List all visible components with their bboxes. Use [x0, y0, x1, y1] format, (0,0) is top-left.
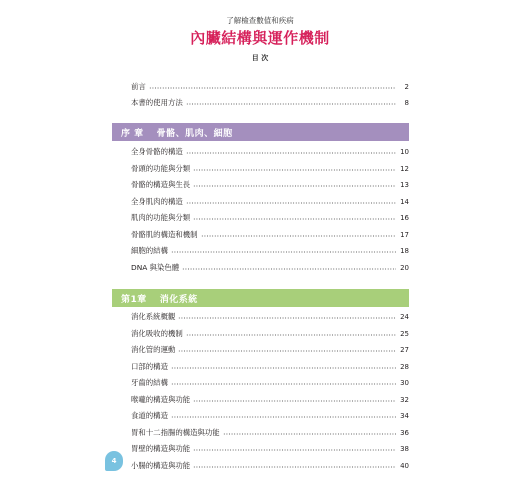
- dot-leader: [171, 415, 396, 419]
- toc-entry[interactable]: [131, 196, 409, 208]
- toc-entry-preface[interactable]: [131, 81, 409, 93]
- toc-entry[interactable]: [131, 460, 409, 472]
- toc-entry-label: DNA 與染色體: [131, 263, 180, 272]
- page-number-badge: 4: [105, 451, 123, 471]
- chapter-title: 消化系統: [159, 294, 198, 305]
- book-supertitle: 了解檢查數值和疾病: [226, 16, 294, 25]
- toc-entry[interactable]: [131, 212, 409, 224]
- toc-entry-page: 16: [400, 214, 409, 222]
- dot-leader: [193, 168, 396, 172]
- dot-leader: [182, 267, 396, 271]
- book-title: 內臟結構與運作機制: [190, 29, 330, 47]
- toc-entry-label: 牙齒的結構: [131, 378, 168, 387]
- toc-entry-page: 8: [404, 99, 409, 107]
- dot-leader: [223, 432, 396, 436]
- dot-leader: [193, 448, 396, 452]
- chapter-number: 序 章: [121, 128, 144, 139]
- toc-entry-label: 前言: [131, 82, 146, 91]
- chapter-header-digestive[interactable]: [112, 289, 409, 307]
- toc-entry-label: 口部的構造: [131, 362, 168, 371]
- toc-entry-page: 20: [400, 264, 409, 272]
- toc-entry[interactable]: [131, 311, 409, 323]
- toc-entry[interactable]: [131, 344, 409, 356]
- toc-entry-page: 38: [400, 445, 409, 453]
- dot-leader: [193, 217, 396, 221]
- toc-entry-page: 13: [400, 181, 409, 189]
- toc-entry-label: 食道的構造: [131, 411, 168, 420]
- toc-entry-page: 36: [400, 429, 409, 437]
- dot-leader: [186, 201, 396, 205]
- toc-entry[interactable]: [131, 377, 409, 389]
- toc-entry-page: 34: [400, 412, 409, 420]
- toc-entry-how-to-use[interactable]: [131, 97, 409, 109]
- toc-entry-label: 骨頭的功能與分類: [131, 164, 191, 173]
- toc-entry-label: 胃壁的構造與功能: [131, 444, 191, 453]
- toc-entry-label: 喉嚨的構造與功能: [131, 395, 191, 404]
- toc-entry-label: 小腸的構造與功能: [131, 461, 191, 470]
- toc-entry-label: 全身肌肉的構造: [131, 197, 183, 206]
- chapter-header-prologue[interactable]: [112, 123, 409, 141]
- toc-entry[interactable]: [131, 163, 409, 175]
- chapter-number: 第1章: [121, 294, 147, 305]
- toc-entry[interactable]: [131, 179, 409, 191]
- toc-entry-page: 2: [404, 83, 409, 91]
- dot-leader: [186, 102, 396, 106]
- toc-entry-label: 本書的使用方法: [131, 98, 183, 107]
- toc-entry-page: 32: [400, 396, 409, 404]
- toc-entry-label: 肌肉的功能與分類: [131, 213, 191, 222]
- toc-entry-label: 骨骼的構造與生長: [131, 180, 191, 189]
- toc-entry-label: 細胞的結構: [131, 246, 168, 255]
- toc-entry[interactable]: [131, 146, 409, 158]
- toc-entry-page: 14: [400, 198, 409, 206]
- toc-entry-page: 40: [400, 462, 409, 470]
- toc-entry[interactable]: [131, 410, 409, 422]
- dot-leader: [149, 86, 396, 90]
- dot-leader: [201, 234, 396, 238]
- dot-leader: [186, 333, 396, 337]
- toc-entry-page: 28: [400, 363, 409, 371]
- chapter-title: 骨骼、肌肉、細胞: [156, 128, 233, 139]
- dot-leader: [193, 399, 396, 403]
- toc-entry-page: 25: [400, 330, 409, 338]
- dot-leader: [193, 465, 396, 469]
- toc-entry-label: 消化吸收的機制: [131, 329, 183, 338]
- toc-entry[interactable]: [131, 443, 409, 455]
- dot-leader: [178, 349, 396, 353]
- dot-leader: [186, 151, 396, 155]
- toc-entry[interactable]: [131, 394, 409, 406]
- toc-entry-page: 27: [400, 346, 409, 354]
- toc-entry[interactable]: [131, 245, 409, 257]
- toc-entry-label: 胃和十二指腸的構造與功能: [131, 428, 220, 437]
- dot-leader: [171, 250, 396, 254]
- toc-entry-label: 全身骨骼的構造: [131, 147, 183, 156]
- toc-entry-page: 30: [400, 379, 409, 387]
- toc-entry-page: 12: [400, 165, 409, 173]
- toc-entry[interactable]: [131, 427, 409, 439]
- toc-entry-label: 消化管的運動: [131, 345, 176, 354]
- toc-entry[interactable]: [131, 229, 409, 241]
- toc-entry[interactable]: [131, 361, 409, 373]
- toc-entry-label: 骨骼肌的構造和機制: [131, 230, 198, 239]
- dot-leader: [178, 316, 396, 320]
- toc-entry-page: 18: [400, 247, 409, 255]
- toc-entry[interactable]: [131, 328, 409, 340]
- dot-leader: [171, 366, 396, 370]
- dot-leader: [193, 184, 396, 188]
- toc-entry-page: 17: [400, 231, 409, 239]
- toc-heading: 目 次: [251, 54, 269, 62]
- dot-leader: [171, 382, 396, 386]
- toc-entry-label: 消化系統概觀: [131, 312, 176, 321]
- toc-entry[interactable]: [131, 262, 409, 274]
- toc-entry-page: 24: [400, 313, 409, 321]
- toc-entry-page: 10: [400, 148, 409, 156]
